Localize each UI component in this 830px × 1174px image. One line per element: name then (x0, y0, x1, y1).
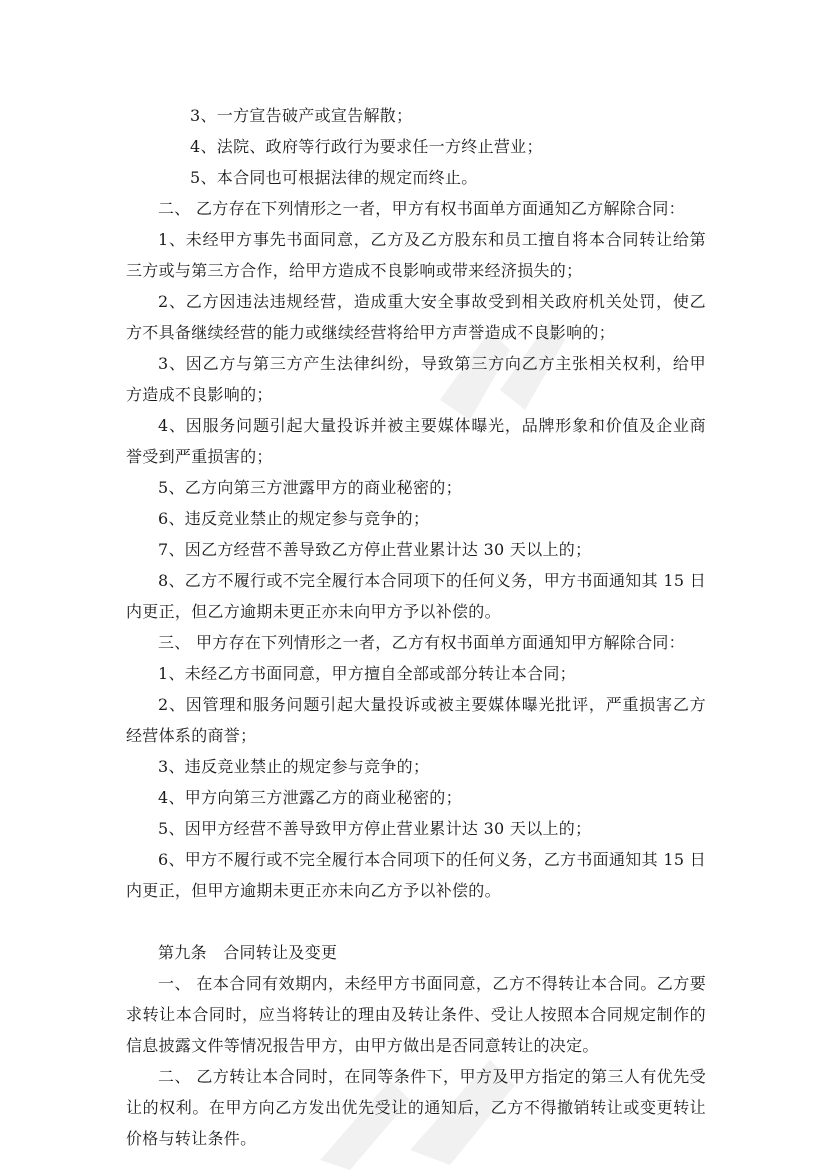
clause-termination-5: 5、本合同也可根据法律的规定而终止。 (190, 168, 478, 187)
section-3-item-5: 5、因甲方经营不善导致甲方停止营业累计达 30 天以上的； (158, 819, 592, 838)
section-2-item-5: 5、乙方向第三方泄露甲方的商业秘密的； (158, 478, 462, 497)
section-2-item-4: 4、因服务问题引起大量投诉并被主要媒体曝光，品牌形象和价值及企业商誉受到严重损害的； (126, 416, 706, 466)
clause-termination-3: 3、一方宣告破产或宣告解散； (190, 106, 413, 125)
section-2-item-1: 1、未经甲方事先书面同意，乙方及乙方股东和员工擅自将本合同转让给第三方或与第三方合作，给甲方造成不良影响或带来经济损失的； (126, 230, 706, 280)
article-9-heading: 第九条 合同转让及变更 (158, 943, 338, 962)
contract-body (126, 100, 706, 1154)
section-3-item-6: 6、甲方不履行或不完全履行本合同项下的任何义务，乙方书面通知其 15 日内更正，但甲方逾期未更正亦未向乙方予以补偿的。 (126, 850, 706, 900)
section-3-heading: 三、 甲方存在下列情形之一者，乙方有权书面单方面通知甲方解除合同： (158, 633, 685, 652)
section-3-item-1: 1、未经乙方书面同意，甲方擅自全部或部分转让本合同； (158, 664, 576, 683)
section-2-item-7: 7、因乙方经营不善导致乙方停止营业累计达 30 天以上的； (158, 540, 592, 559)
section-3-item-3: 3、违反竞业禁止的规定参与竞争的； (158, 757, 430, 776)
section-3-item-4: 4、甲方向第三方泄露乙方的商业秘密的； (158, 788, 462, 807)
section-2-item-6: 6、违反竞业禁止的规定参与竞争的； (158, 509, 430, 528)
section-2-item-2: 2、乙方因违法违规经营，造成重大安全事故受到相关政府机关处罚，使乙方不具备继续经营的能力或继续经营将给甲方声誉造成不良影响的； (126, 292, 706, 342)
clause-termination-4: 4、法院、政府等行政行为要求任一方终止营业； (190, 137, 543, 156)
section-2-heading: 二、 乙方存在下列情形之一者，甲方有权书面单方面通知乙方解除合同： (158, 199, 685, 218)
section-2-item-3: 3、因乙方与第三方产生法律纠纷，导致第三方向乙方主张相关权利，给甲方造成不良影响的； (126, 354, 706, 404)
section-2-item-8: 8、乙方不履行或不完全履行本合同项下的任何义务，甲方书面通知其 15 日内更正，但乙方逾期未更正亦未向甲方予以补偿的。 (126, 571, 706, 621)
article-9-item-1: 一、 在本合同有效期内，未经甲方书面同意，乙方不得转让本合同。乙方要求转让本合同时，应当将转让的理由及转让条件、受让人按照本合同规定制作的信息披露文件等情况报告甲方，由甲方做出是否同意转让的决定。 (126, 974, 706, 1055)
section-3-item-2: 2、因管理和服务问题引起大量投诉或被主要媒体曝光批评，严重损害乙方经营体系的商誉； (126, 695, 706, 745)
article-9-item-2: 二、 乙方转让本合同时，在同等条件下，甲方及甲方指定的第三人有优先受让的权利。在甲方向乙方发出优先受让的通知后，乙方不得撤销转让或变更转让价格与转让条件。 (126, 1067, 706, 1148)
